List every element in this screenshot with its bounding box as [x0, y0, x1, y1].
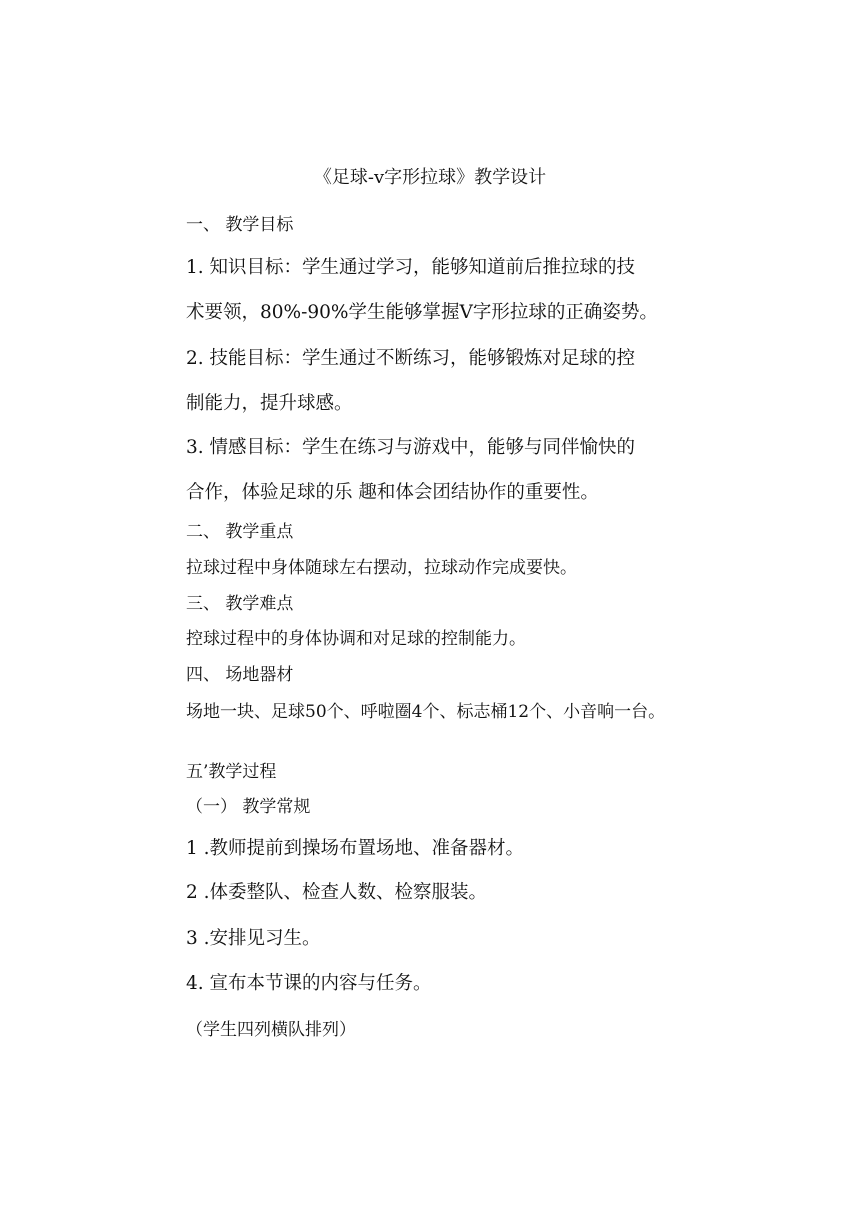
objective-3-line-1: 3. 情感目标：学生在练习与游戏中，能够与同伴愉快的	[186, 437, 636, 458]
difficulties-text: 控球过程中的身体协调和对足球的控制能力。	[186, 629, 526, 649]
formation-note: （学生四列横队排列）	[186, 1020, 356, 1040]
routine-item-4: 4. 宣布本节课的内容与任务。	[186, 973, 432, 994]
objective-2-line-2: 制能力，提升球感。	[186, 393, 353, 414]
objective-1-line-2: 术要领，80%-90%学生能够掌握V字形拉球的正确姿势。	[186, 302, 658, 323]
subsection-heading-routine: （一） 教学常规	[186, 797, 311, 817]
objective-3-line-2: 合作，体验足球的乐 趣和体会团结协作的重要性。	[186, 482, 599, 503]
objective-1-line-1: 1. 知识目标：学生通过学习，能够知道前后推拉球的技	[186, 257, 636, 278]
routine-item-3: 3 .安排见习生。	[186, 928, 321, 949]
section-heading-process: 五’教学过程	[186, 762, 277, 782]
section-heading-key-points: 二、 教学重点	[186, 522, 294, 542]
key-points-text: 拉球过程中身体随球左右摆动，拉球动作完成要快。	[186, 558, 577, 578]
routine-item-2: 2 .体委整队、检查人数、检察服装。	[186, 882, 488, 903]
document-title: 《足球-v字形拉球》教学设计	[313, 167, 547, 188]
objective-2-line-1: 2. 技能目标：学生通过不断练习，能够锻炼对足球的控	[186, 348, 636, 369]
routine-item-1: 1 .教师提前到操场布置场地、准备器材。	[186, 838, 525, 859]
equipment-text: 场地一块、足球50个、呼啦圈4个、标志桶12个、小音响一台。	[186, 702, 666, 722]
section-heading-equipment: 四、 场地器材	[186, 665, 294, 685]
section-heading-difficulties: 三、 教学难点	[186, 594, 294, 614]
section-heading-objectives: 一、 教学目标	[186, 215, 294, 235]
